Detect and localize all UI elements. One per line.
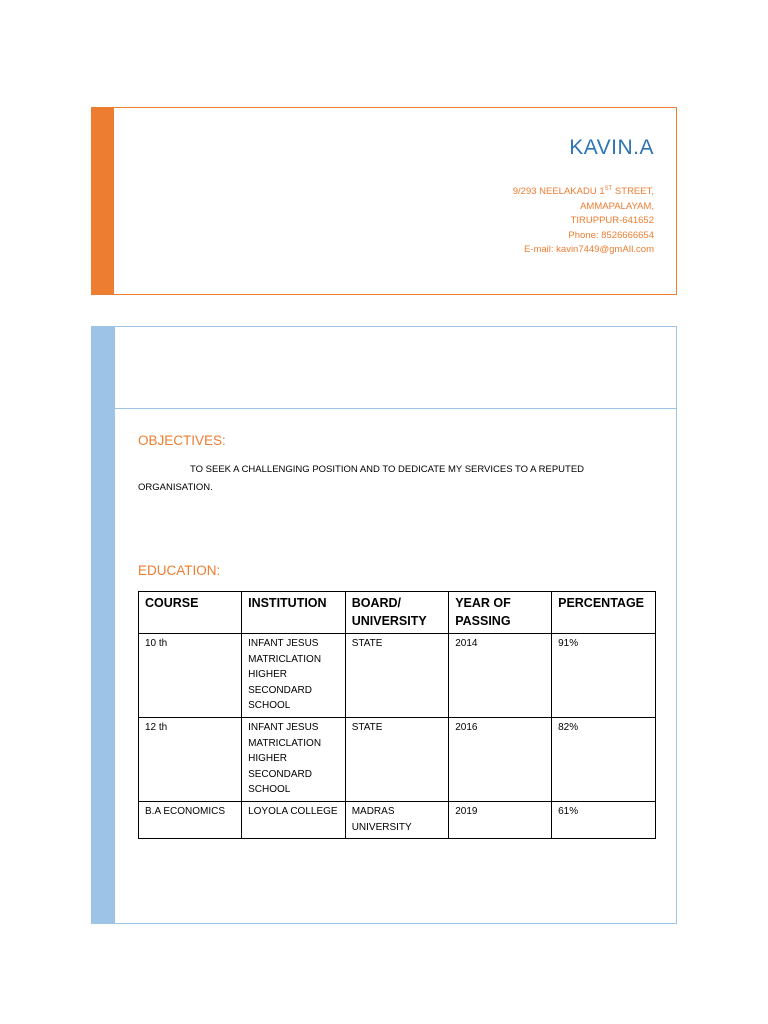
cell-year: 2014 xyxy=(449,634,552,718)
body-divider xyxy=(115,408,676,409)
contact-block xyxy=(513,182,654,258)
cell-course: 12 th xyxy=(139,717,242,801)
cell-year: 2019 xyxy=(449,801,552,838)
phone-line: Phone: 8526666654 xyxy=(568,229,654,241)
table-row xyxy=(139,801,656,838)
cell-course: 10 th xyxy=(139,634,242,718)
cell-institution: INFANT JESUS MATRICLATION HIGHER SECONDARD SCHOOL xyxy=(242,717,346,801)
cell-year: 2016 xyxy=(449,717,552,801)
education-title: EDUCATION: xyxy=(138,563,221,578)
address-line-1: 9/293 NEELAKADU 1ST STREET, xyxy=(512,186,654,198)
candidate-name: KAVIN.A xyxy=(569,136,654,159)
cell-percentage: 61% xyxy=(552,801,656,838)
header-box xyxy=(91,107,677,295)
cell-institution: INFANT JESUS MATRICLATION HIGHER SECONDARD SCHOOL xyxy=(242,634,346,718)
body-accent-bar xyxy=(92,327,115,923)
cell-percentage: 91% xyxy=(552,634,656,718)
header-course: COURSE xyxy=(139,592,242,634)
cell-board: STATE xyxy=(345,717,449,801)
address-line-3: TIRUPPUR-641652 xyxy=(570,215,654,227)
header-year: YEAR OF PASSING xyxy=(449,592,552,634)
address-line-2: AMMAPALAYAM, xyxy=(580,200,654,212)
header-board: BOARD/ UNIVERSITY xyxy=(345,592,449,634)
table-row xyxy=(139,634,656,718)
cell-percentage: 82% xyxy=(552,717,656,801)
cell-board: STATE xyxy=(345,634,449,718)
email-line: E-mail: kavin7449@gmAIl.com xyxy=(523,244,654,256)
cell-institution: LOYOLA COLLEGE xyxy=(242,801,346,838)
objectives-title: OBJECTIVES: xyxy=(138,433,226,448)
header-accent-bar xyxy=(92,108,114,294)
header-institution: INSTITUTION xyxy=(242,592,346,634)
table-row xyxy=(139,717,656,801)
cell-board: MADRAS UNIVERSITY xyxy=(345,801,449,838)
cell-course: B.A ECONOMICS xyxy=(139,801,242,838)
header-percentage: PERCENTAGE xyxy=(552,592,656,634)
body-box xyxy=(91,326,677,924)
objective-text: TO SEEK A CHALLENGING POSITION AND TO DEDICATE MY SERVICES TO A REPUTED ORGANISATION. xyxy=(138,464,585,493)
education-table xyxy=(138,591,656,839)
table-header-row xyxy=(139,592,656,634)
